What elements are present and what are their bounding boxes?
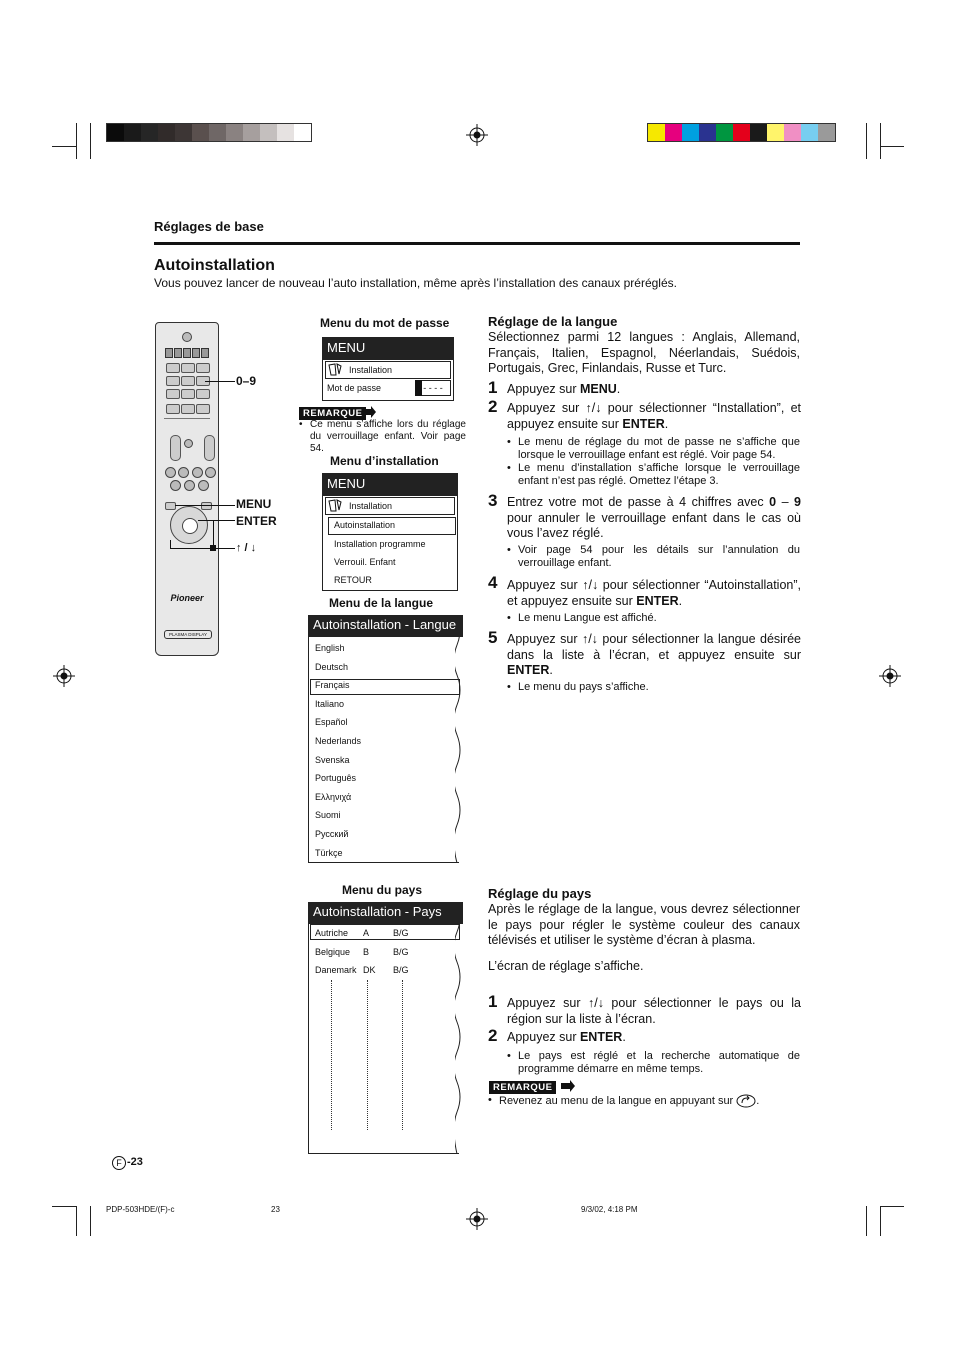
color-swatch (767, 124, 784, 141)
step-number: 1 (488, 992, 498, 1011)
color-swatch (648, 124, 665, 141)
language-item: Ελληνιχά (315, 791, 352, 802)
channel-rocker (204, 435, 215, 461)
arrow-right-icon (561, 1080, 575, 1092)
page-letter-badge: F (112, 1156, 126, 1170)
page-title: Autoinstallation (154, 257, 275, 274)
menu-bar: Autoinstallation - Langue (309, 615, 463, 637)
country-code: DK (363, 965, 376, 975)
language-item: Português (315, 773, 357, 784)
remarque-note: • Revenez au menu de la langue en appuyant sur . (499, 1094, 799, 1108)
menu-langue-screen (308, 615, 464, 863)
sheet-number: 23 (271, 1205, 280, 1214)
print-date: 9/3/02, 4:18 PM (581, 1205, 638, 1214)
crop-mark (880, 146, 904, 147)
installation-icon (328, 499, 342, 512)
callout-menu: MENU (236, 497, 272, 511)
callout-digits: 0–9 (236, 374, 257, 388)
color-calibration-strip (647, 123, 836, 142)
menu-bar: MENU (323, 338, 453, 360)
bullet-note: • Voir page 54 pour les détails sur l’annulation du verrouillage enfant. (518, 544, 800, 570)
crop-mark (90, 1206, 91, 1236)
color-swatch (682, 124, 699, 141)
language-item: Nederlands (315, 736, 362, 746)
step-text: Entrez votre mot de passe à 4 chiffres avec 0 – 9 pour annuler le verrouillage enfant dans le cas où vous l’avez réglé. (507, 495, 801, 540)
pays-title: Réglage du pays (488, 886, 592, 901)
callout-enter: ENTER (236, 514, 277, 528)
menu-item-verrouil-enfant: Verrouil. Enfant (334, 557, 396, 567)
step-number: 3 (488, 491, 498, 510)
color-swatch (716, 124, 733, 141)
country-code: A (363, 928, 370, 938)
bullet-note: • Le menu du pays s’affiche. (518, 681, 800, 694)
color-swatch (107, 124, 124, 141)
menu-password-screen (322, 337, 454, 401)
arrow-right-icon (362, 406, 376, 418)
enter-button (182, 518, 198, 534)
list-continuation (331, 980, 333, 1130)
color-swatch (750, 124, 767, 141)
crop-mark (52, 146, 76, 147)
langue-title: Réglage de la langue (488, 314, 618, 329)
step-text: Appuyez sur ↑/↓ pour sélectionner “Installation”, et appuyez ensuite sur ENTER. (507, 401, 801, 431)
menu-item-installation: Installation (349, 365, 393, 375)
header-rule (154, 242, 800, 245)
color-swatch (158, 124, 175, 141)
number-key (166, 363, 180, 373)
pays-intro: Après le réglage de la langue, vous devrez sélectionner le pays pour régler le système couleur des canaux télévisés et utiliser le système d’écran à plasma. (488, 902, 800, 947)
language-item: English (315, 643, 345, 653)
color-swatch (124, 124, 141, 141)
crop-mark (866, 1206, 867, 1236)
menu-item-retour: RETOUR (334, 575, 372, 585)
bullet-note: • Le menu Langue est affiché. (518, 612, 800, 625)
color-swatch (243, 124, 260, 141)
power-button (182, 332, 192, 342)
menu-item-installation-programme: Installation programme (334, 539, 426, 549)
language-item: Español (315, 717, 348, 728)
registration-mark-icon (466, 1208, 488, 1230)
menu-bar: MENU (323, 474, 457, 496)
bullet-note: • Le menu d’installation s’affiche lorsque le verrouillage enfant n’est pas réglé. Omettez l’étape 3. (518, 462, 800, 488)
step-text: Appuyez sur ↑/↓ pour sélectionner “Autoinstallation”, et appuyez ensuite sur ENTER. (507, 578, 801, 608)
list-continuation (402, 980, 404, 1130)
step-number: 4 (488, 573, 498, 592)
language-item: Français (315, 680, 350, 691)
crop-mark (90, 123, 91, 159)
number-key (166, 376, 180, 386)
step-text: Appuyez sur ENTER. (507, 1030, 626, 1044)
callout-arrows: ↑ / ↓ (236, 542, 257, 554)
language-item: Русский (315, 829, 349, 839)
file-name: PDP-503HDE/(F)-c (106, 1205, 175, 1214)
country-code: B (363, 947, 370, 957)
torn-edge (455, 902, 465, 1154)
registration-mark-icon (879, 665, 901, 687)
number-key (196, 389, 210, 399)
registration-mark-icon (53, 665, 75, 687)
menu-langue-label: Menu de la langue (329, 596, 434, 610)
menu-password-label: Menu du mot de passe (320, 316, 450, 330)
number-key (196, 363, 210, 373)
step-text: Appuyez sur ↑/↓ pour sélectionner la langue désirée dans la liste à l’écran, et appuyez ensuite sur ENTER. (507, 632, 801, 677)
country-name: Autriche (315, 928, 349, 938)
crop-mark (880, 123, 881, 159)
color-swatch (141, 124, 158, 141)
menu-install-label: Menu d’installation (330, 454, 439, 468)
password-field-label: Mot de passe (327, 383, 382, 393)
color-swatch (294, 124, 311, 141)
menu-pays-label: Menu du pays (342, 883, 423, 897)
crop-mark (76, 123, 77, 159)
remarque-tag: REMARQUE (489, 1081, 556, 1094)
menu-item-installation: Installation (349, 501, 393, 511)
function-buttons (165, 348, 209, 358)
section-heading: Réglages de base (154, 219, 264, 234)
language-item: Türkçe (315, 847, 343, 858)
remarque-note: • Ce menu s’affiche lors du réglage du verrouillage enfant. Voir page 54. (310, 419, 466, 455)
crop-mark (880, 1206, 881, 1236)
menu-button (165, 502, 176, 510)
gray-calibration-strip (106, 123, 312, 142)
number-key (181, 363, 195, 373)
language-item: Suomi (315, 810, 341, 821)
color-swatch (175, 124, 192, 141)
registration-mark-icon (466, 124, 488, 146)
country-name: Belgique (315, 947, 351, 957)
pioneer-logo: Pioneer (170, 593, 204, 603)
menu-install-screen (322, 473, 458, 591)
number-key (181, 389, 195, 399)
color-swatch (209, 124, 226, 141)
language-item: Italiano (315, 698, 345, 709)
number-key (181, 376, 195, 386)
color-swatch (699, 124, 716, 141)
step-number: 2 (488, 397, 498, 416)
pays-section (488, 886, 800, 974)
torn-edge (455, 615, 465, 863)
intro-text: Vous pouvez lancer de nouveau l’auto installation, même après l’installation des canaux préréglés. (154, 276, 677, 290)
plasma-display-badge: PLASMA DISPLAY (164, 630, 212, 639)
country-system: B/G (393, 928, 409, 938)
country-system: B/G (393, 965, 409, 975)
page-number: -23 (127, 1156, 143, 1168)
bullet-note: • Le pays est réglé et la recherche automatique de programme démarre en même temps. (518, 1050, 800, 1076)
remarque-tag: REMARQUE (299, 407, 366, 420)
language-item: Deutsch (315, 661, 349, 672)
color-swatch (260, 124, 277, 141)
color-swatch (784, 124, 801, 141)
crop-mark (52, 1206, 76, 1207)
remote-control (155, 322, 219, 656)
bullet-note: • Le menu de réglage du mot de passe ne s’affiche que lorsque le verrouillage enfant est réglé. Voir page 54. (518, 436, 800, 462)
installation-icon (328, 363, 342, 376)
language-item: Svenska (315, 754, 350, 765)
direction-pad (170, 506, 208, 544)
color-swatch (277, 124, 294, 141)
password-field: - - - - (415, 380, 451, 396)
menu-pays-screen (308, 902, 464, 1154)
volume-rocker (170, 435, 181, 461)
country-name: Danemark (315, 965, 357, 975)
color-swatch (226, 124, 243, 141)
step-text: Appuyez sur MENU. (507, 382, 621, 396)
step-number: 5 (488, 628, 498, 647)
country-system: B/G (393, 947, 409, 957)
menu-item-autoinstallation: Autoinstallation (334, 520, 396, 530)
crop-mark (866, 123, 867, 159)
crop-mark (880, 1206, 904, 1207)
langue-intro: Sélectionnez parmi 12 langues : Anglais, Allemand, Français, Italien, Espagnol, Néerlandais, Suédois, Portugais, Grec, Finlandais, Russe et Turc. (488, 330, 800, 375)
color-swatch (818, 124, 835, 141)
number-key (166, 389, 180, 399)
step-number: 2 (488, 1026, 498, 1045)
step-number: 1 (488, 378, 498, 397)
color-swatch (801, 124, 818, 141)
step-text: Appuyez sur ↑/↓ pour sélectionner le pays ou la région sur la liste à l’écran. (507, 996, 801, 1026)
langue-section (488, 314, 800, 377)
list-continuation (367, 980, 369, 1130)
color-swatch (192, 124, 209, 141)
crop-mark (76, 1206, 77, 1236)
pays-screen-note: L’écran de réglage s’affiche. (488, 958, 644, 973)
menu-bar: Autoinstallation - Pays (309, 902, 463, 924)
return-button-icon (736, 1094, 756, 1108)
color-swatch (733, 124, 750, 141)
color-swatch (665, 124, 682, 141)
